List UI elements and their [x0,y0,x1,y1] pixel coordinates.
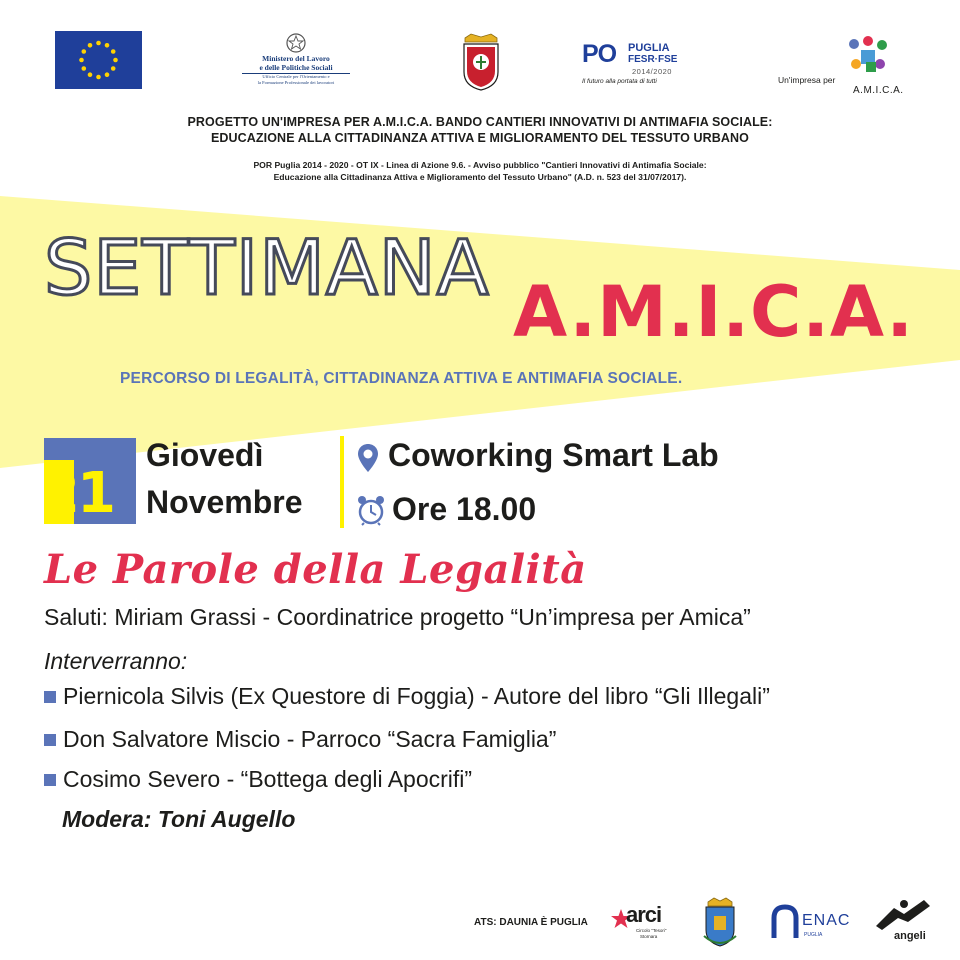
title-amica: A.M.I.C.A. [513,271,914,353]
speaker-text: Piernicola Silvis (Ex Questore di Foggia) - Autore del libro “Gli Illegali” [63,683,770,709]
angeli-name: angeli [894,930,926,942]
location-pin-icon [356,443,380,473]
project-subheading-line2: Educazione alla Cittadinanza Attiva e Miglioramento del Tessuto Urbano" (A.D. n. 523 del 31/07/2017). [273,171,687,182]
event-time: Ore 18.00 [392,491,537,527]
project-subheading [0,160,960,183]
por-puglia-logo [582,42,694,92]
speaker-item [44,766,472,793]
date-number: 21 [41,461,113,526]
title-settimana: SETTIMANA [44,223,490,312]
unimpresa-amica-logo [778,38,906,100]
bullet-square-icon [44,734,56,746]
speaker-text: Don Salvatore Miscio - Parroco “Sacra Famiglia” [63,726,557,752]
puzzle-people-icon [844,36,892,76]
por-years-text: 2014/2020 [632,67,672,76]
angel-figure-icon [874,896,932,930]
arci-logo [610,900,672,948]
project-heading [0,114,960,146]
event-month: Novembre [146,484,303,520]
bullet-square-icon [44,774,56,786]
bullet-square-icon [44,691,56,703]
regione-puglia-crest-logo [461,32,501,92]
ministero-line1: Ministero del Lavoro [262,54,330,63]
vertical-divider [340,436,344,528]
moderator-line: Modera: Toni Augello [62,806,296,832]
subtitle: PERCORSO DI LEGALITÀ, CITTADINANZA ATTIVA E ANTIMAFIA SOCIALE. [120,370,683,387]
amica-prefix-text: Un'impresa per [778,75,836,85]
italian-emblem-icon [285,32,307,54]
enac-name: ENAC [802,912,851,929]
alarm-clock-icon [356,494,386,526]
angeli-logo [870,896,936,946]
project-heading-line2: EDUCAZIONE ALLA CITTADINANZA ATTIVA E MIGLIORAMENTO DEL TESSUTO URBANO [210,131,749,145]
speaker-item [44,726,556,753]
project-heading-line1: PROGETTO UN'IMPRESA PER A.M.I.C.A. BANDO CANTIERI INNOVATIVI DI ANTIMAFIA SOCIALE: [187,115,773,129]
ats-label: ATS: DAUNIA È PUGLIA [474,917,588,928]
por-tagline: Il futuro alla portata di tutti [582,78,657,85]
stornara-crest-logo [700,896,740,950]
amica-logo-name: A.M.I.C.A. [853,85,904,96]
program-title: Le Parole della Legalità [44,546,587,593]
ministero-line2: e delle Politiche Sociali [242,63,350,74]
speaker-item [44,683,770,710]
arci-sub2: Stornara [640,934,658,939]
ministero-lavoro-logo [242,32,350,98]
enac-sub: PUGLIA [804,932,823,938]
arci-sub: Circolo "Tesori" [636,928,667,933]
speaker-text: Cosimo Severo - “Bottega degli Apocrifi” [63,766,473,792]
por-puglia-text: PUGLIA [628,42,670,54]
ministero-line3: Ufficio Centrale per l'Orientamento e [262,74,330,79]
por-fesr-text: FESR·FSE [628,54,678,65]
project-subheading-line1: POR Puglia 2014 - 2020 - OT IX - Linea di Azione 9.6. - Avviso pubblico "Cantieri Innovativi di Antimafia Sociale: [253,160,707,170]
enac-logo [770,902,851,946]
interverranno-label: Interverranno: [44,648,188,674]
date-block [41,438,136,526]
saluti-line: Saluti: Miriam Grassi - Coordinatrice progetto “Un’impresa per Amica” [44,604,751,630]
ministero-line4: la Formazione Professionale dei lavoratori [257,80,335,85]
enac-arch-icon [770,904,800,938]
arci-name: arci [626,902,662,927]
event-location: Coworking Smart Lab [388,437,719,473]
event-day: Giovedì [146,437,264,473]
eu-flag-logo [55,31,142,89]
por-big-text: PO [582,40,617,68]
